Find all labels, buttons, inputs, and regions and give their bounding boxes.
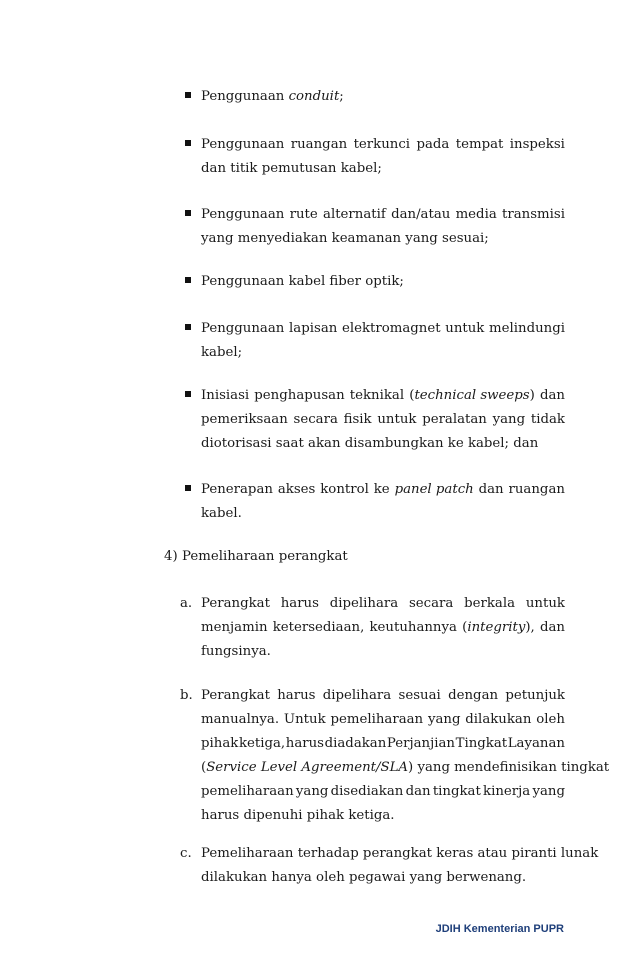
word: yang <box>427 712 461 727</box>
word: Perjanjian <box>386 736 455 751</box>
text-line <box>201 157 565 181</box>
text-line <box>201 317 565 341</box>
word: sesuai <box>398 688 441 703</box>
word: Perangkat <box>201 688 270 703</box>
word: terkunci <box>353 137 411 152</box>
word: yang <box>295 784 329 799</box>
word: akses <box>277 482 316 497</box>
word: Untuk <box>283 712 326 727</box>
word: Inisiasi <box>201 388 250 403</box>
word: Penggunaan <box>201 89 289 104</box>
text-line <box>201 270 565 294</box>
word: lapisan <box>289 321 338 336</box>
bullet-item-ruangan-terkunci <box>201 133 565 181</box>
word: dan <box>405 784 431 799</box>
square-bullet-icon <box>185 210 191 216</box>
word: dan <box>478 482 504 497</box>
bullet-text <box>201 133 565 181</box>
text-line <box>201 133 565 157</box>
word: dipelihara <box>329 596 399 611</box>
word: pemeliharaan <box>330 712 424 727</box>
word: dilakukan hanya oleh pegawai yang berwenang. <box>201 870 527 885</box>
text-line <box>201 842 599 866</box>
square-bullet-icon <box>185 277 191 283</box>
word: disediakan <box>330 784 404 799</box>
word: diadakan <box>324 736 387 751</box>
word: harus dipenuhi pihak ketiga. <box>201 808 395 823</box>
text-line <box>201 341 565 365</box>
word: dan <box>539 620 565 635</box>
word: (technical sweeps) <box>409 388 535 403</box>
word: petunjuk <box>505 688 565 703</box>
word: untuk <box>377 412 417 427</box>
word: fungsinya. <box>201 644 271 659</box>
word: keutuhannya <box>369 620 457 635</box>
word: Tingkat <box>455 736 508 751</box>
word: elektromagnet <box>342 321 441 336</box>
bullet-text <box>201 317 565 365</box>
item-marker: a. <box>180 596 193 611</box>
word: peralatan <box>422 412 487 427</box>
bullet-item-panel-patch <box>201 478 565 526</box>
word: pada <box>416 137 450 152</box>
word: dan titik pemutusan kabel; <box>201 161 382 176</box>
item-text <box>201 684 610 828</box>
list-item-a <box>180 592 565 664</box>
word: kontrol <box>320 482 369 497</box>
square-bullet-icon <box>185 485 191 491</box>
word: Penggunaan <box>201 321 285 336</box>
item-marker: b. <box>180 688 193 703</box>
word: tingkat <box>432 784 481 799</box>
word: yang <box>532 784 565 799</box>
word: alternatif <box>323 207 386 222</box>
text-line <box>201 708 565 732</box>
bullet-text <box>201 270 565 294</box>
word: Penggunaan kabel fiber optik; <box>201 274 404 289</box>
bullet-text <box>201 478 565 526</box>
text-line <box>201 432 565 456</box>
bullet-item-rute-alternatif <box>201 203 565 251</box>
item-text <box>201 592 565 664</box>
word: yang <box>492 412 526 427</box>
text-line <box>201 684 565 708</box>
text-line <box>201 478 565 502</box>
word: ketiga, <box>238 736 286 751</box>
word: Penggunaan <box>201 207 285 222</box>
text-line <box>201 780 565 804</box>
bullet-item-technical-sweeps <box>201 384 565 456</box>
text-line <box>201 640 565 664</box>
word: inspeksi <box>509 137 565 152</box>
word: harus <box>277 688 316 703</box>
bullet-text <box>201 384 565 456</box>
word: ) yang mendefinisikan tingkat <box>408 760 610 775</box>
text-line <box>201 384 565 408</box>
word: media <box>455 207 497 222</box>
word: (integrity), <box>462 620 535 635</box>
word: melindungi <box>489 321 565 336</box>
bullet-item-elektromagnet <box>201 317 565 365</box>
word: ruangan <box>508 482 565 497</box>
word: dan/atau <box>391 207 451 222</box>
word: harus <box>280 596 319 611</box>
square-bullet-icon <box>185 92 191 98</box>
bullet-item-fiber-optik <box>201 270 565 294</box>
bullet-text <box>201 85 565 109</box>
text-line <box>201 756 610 780</box>
list-item-c <box>180 842 599 890</box>
word: dipelihara <box>322 688 392 703</box>
word: ruangan <box>290 137 348 152</box>
word: teknikal <box>349 388 405 403</box>
section-title: Pemeliharaan perangkat <box>182 549 348 564</box>
word: penghapusan <box>254 388 345 403</box>
word: secara <box>293 412 338 427</box>
bullet-item-conduit <box>201 85 565 109</box>
word: tempat <box>455 137 504 152</box>
word: untuk <box>525 596 565 611</box>
text-line <box>201 408 565 432</box>
word: berkala <box>464 596 516 611</box>
word: dan <box>539 388 565 403</box>
word: Layanan <box>507 736 565 751</box>
footer-label: JDIH Kementerian PUPR <box>435 923 564 935</box>
word: transmisi <box>502 207 565 222</box>
item-text <box>201 842 599 890</box>
word: secara <box>408 596 454 611</box>
word: manualnya. <box>201 712 280 727</box>
word: tidak <box>530 412 565 427</box>
square-bullet-icon <box>185 391 191 397</box>
word: yang menyediakan keamanan yang sesuai; <box>201 231 489 246</box>
word: dengan <box>448 688 499 703</box>
text-line <box>201 203 565 227</box>
text-line <box>201 502 565 526</box>
word: Penerapan <box>201 482 273 497</box>
word: pihak <box>201 736 239 751</box>
word: oleh <box>536 712 565 727</box>
word: Penggunaan <box>201 137 285 152</box>
word: panel patch <box>394 482 474 497</box>
word: menjamin <box>201 620 268 635</box>
word: Perangkat <box>201 596 270 611</box>
bullet-text <box>201 203 565 251</box>
text-line <box>201 866 565 890</box>
word: conduit <box>288 89 340 104</box>
word: rute <box>289 207 318 222</box>
word: ketersediaan, <box>272 620 365 635</box>
text-line <box>201 804 565 828</box>
word: kabel. <box>201 506 242 521</box>
word: ; <box>339 89 344 104</box>
text-line <box>201 85 565 109</box>
word: fisik <box>343 412 372 427</box>
text-line <box>201 227 565 251</box>
section-number: 4) <box>164 549 178 564</box>
word: harus <box>285 736 324 751</box>
word: untuk <box>445 321 485 336</box>
word: kinerja <box>483 784 531 799</box>
word: Service Level Agreement/SLA <box>206 760 409 775</box>
word: pemeriksaan <box>201 412 288 427</box>
word: pemeliharaan <box>201 784 294 799</box>
word: Pemeliharaan terhadap perangkat keras atau piranti lunak <box>201 846 599 861</box>
word: ke <box>373 482 390 497</box>
word: kabel; <box>201 345 243 360</box>
list-item-b <box>180 684 610 828</box>
text-line <box>201 592 565 616</box>
square-bullet-icon <box>185 140 191 146</box>
item-marker: c. <box>180 846 192 861</box>
word: ( <box>201 760 207 775</box>
square-bullet-icon <box>185 324 191 330</box>
section-heading <box>164 545 348 569</box>
text-line <box>201 732 565 756</box>
text-line <box>201 616 565 640</box>
word: dilakukan <box>465 712 532 727</box>
word: diotorisasi saat akan disambungkan ke kabel; dan <box>201 436 539 451</box>
